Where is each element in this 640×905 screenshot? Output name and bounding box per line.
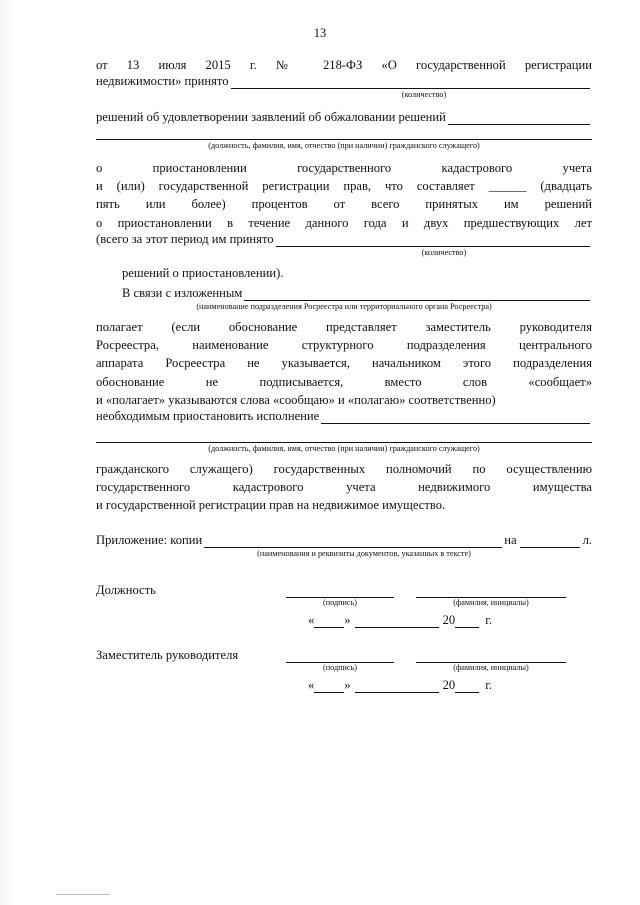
blank-subdivision-name[interactable] [244, 287, 590, 301]
signature-1-row [96, 583, 592, 598]
signature-block-2 [96, 648, 592, 693]
signature-1-date-year-suffix: г. [485, 612, 493, 627]
paragraph-6-line-3: аппарата Росреестра не указывается, начальником этого подразделения [96, 356, 592, 371]
signature-2-date-year-suffix: г. [485, 677, 493, 692]
signature-block-1 [96, 583, 592, 628]
paragraph-6-line-4: обоснование не подписывается, вместо слов «сообщает» [96, 374, 592, 389]
blank-quantity-1[interactable] [231, 75, 591, 89]
attachment-l-label: л. [582, 532, 592, 547]
caption-official-2: (должность, фамилия, имя, отчество (при наличии) гражданского служащего) [208, 444, 480, 454]
signature-1-captions [96, 598, 592, 607]
page-bottom-mark [56, 894, 110, 895]
signature-2-caption-signature: (подпись) [323, 662, 357, 672]
signature-1-date-close-quote: » [344, 612, 351, 627]
signature-2-date-year-blank[interactable] [455, 679, 479, 693]
paragraph-2-row [96, 110, 592, 125]
signature-1-caption-signature: (подпись) [323, 597, 357, 607]
signature-1-name-line[interactable] [416, 584, 566, 598]
blank-official-line[interactable] [96, 139, 592, 140]
page-binding-shadow [0, 0, 14, 905]
blank-decisions-count[interactable] [448, 111, 590, 125]
paragraph-1-line-1: от 13 июля 2015 г. № 218-ФЗ «О государственной регистрации [96, 58, 592, 72]
paragraph-3-line-3: пять или более) процентов от всего принятых им решений [96, 197, 592, 212]
signature-1-date-row [96, 613, 592, 628]
paragraph-3-line-1: о приостановлении государственного кадастрового учета [96, 160, 592, 175]
signature-2-caption-name: (фамилия, инициалы) [453, 662, 529, 672]
paragraph-1-line-2-row [96, 74, 592, 89]
signature-2-date-year: 20 [442, 677, 456, 692]
paragraph-6-line-2: Росреестра, наименование структурного подразделения центрального [96, 338, 592, 353]
signature-2-date-month[interactable] [355, 679, 439, 693]
attachment-row [96, 533, 592, 548]
paragraph-2-text: решений об удовлетворении заявлений об обжаловании решений [96, 110, 446, 125]
paragraph-7-line-3: и государственной регистрации прав на недвижимое имущество. [96, 498, 446, 513]
paragraph-7-line-1: гражданского служащего) государственных полномочий по осуществлению [96, 461, 592, 476]
attachment-na-label: на [504, 532, 517, 547]
caption-official-1: (должность, фамилия, имя, отчество (при наличии) гражданского служащего) [208, 141, 480, 151]
paragraph-6-line-6: необходимым приостановить исполнение [96, 409, 320, 424]
signature-2-name-line[interactable] [416, 649, 566, 663]
paragraph-6-line-5: и «полагает» указываются слова «сообщаю» и «полагаю» соответственно) [96, 392, 496, 407]
signature-2-sign-line[interactable] [286, 649, 394, 663]
caption-subdivision: (наименование подразделения Росреестра или территориального органа Росреестра) [196, 302, 492, 312]
paragraph-6-line-6-row [96, 409, 592, 424]
blank-suspend-execution[interactable] [321, 410, 590, 424]
paragraph-4: решений о приостановлении). [122, 265, 284, 280]
signature-2-label: Заместитель руководителя [96, 647, 239, 662]
paragraph-5-row [96, 286, 592, 301]
signature-1-date-month[interactable] [355, 614, 439, 628]
signature-1-caption-name: (фамилия, инициалы) [453, 597, 529, 607]
blank-attachment-sheets[interactable] [520, 534, 580, 548]
signature-1-date-day[interactable] [314, 614, 344, 628]
signature-2-date-row [96, 678, 592, 693]
paragraph-6-line-1: полагает (если обоснование представляет заместитель руководителя [96, 319, 592, 334]
paragraph-3-line-4: о приостановлении в течение данного года и двух предшествующих лет [96, 215, 592, 230]
paragraph-3-line-5: (всего за этот период им принято [96, 231, 274, 246]
blank-quantity-2[interactable] [276, 233, 590, 247]
signature-2-captions [96, 663, 592, 672]
signature-1-label: Должность [96, 582, 156, 597]
attachment-label: Приложение: копии [96, 532, 203, 547]
signature-2-date-close-quote: » [344, 677, 351, 692]
caption-attachment: (наименования и реквизиты документов, указанных в тексте) [257, 548, 471, 558]
paragraph-3-line-5-row [96, 232, 592, 247]
page-number: 13 [313, 26, 327, 40]
signature-2-row [96, 648, 592, 663]
paragraph-3-line-2: и (или) государственной регистрации прав, что составляет ______ (двадцать [96, 179, 592, 194]
signature-1-sign-line[interactable] [286, 584, 394, 598]
paragraph-7-line-2: государственного кадастрового учета недвижимого имущества [96, 480, 592, 495]
signature-1-date-open-quote: « [308, 612, 315, 627]
caption-quantity-2: (количество) [421, 247, 467, 257]
blank-official-line-2[interactable] [96, 442, 592, 443]
paragraph-5-text: В связи с изложенным [122, 286, 243, 301]
signature-1-date-year: 20 [442, 612, 456, 627]
paragraph-1-line-2: недвижимости» принято [96, 74, 229, 89]
caption-quantity-1: (количество) [401, 90, 447, 100]
signature-2-date-day[interactable] [314, 679, 344, 693]
blank-attachment-docs[interactable] [204, 534, 502, 548]
signature-1-date-year-blank[interactable] [455, 614, 479, 628]
document-body [96, 56, 592, 693]
signature-2-date-open-quote: « [308, 677, 315, 692]
